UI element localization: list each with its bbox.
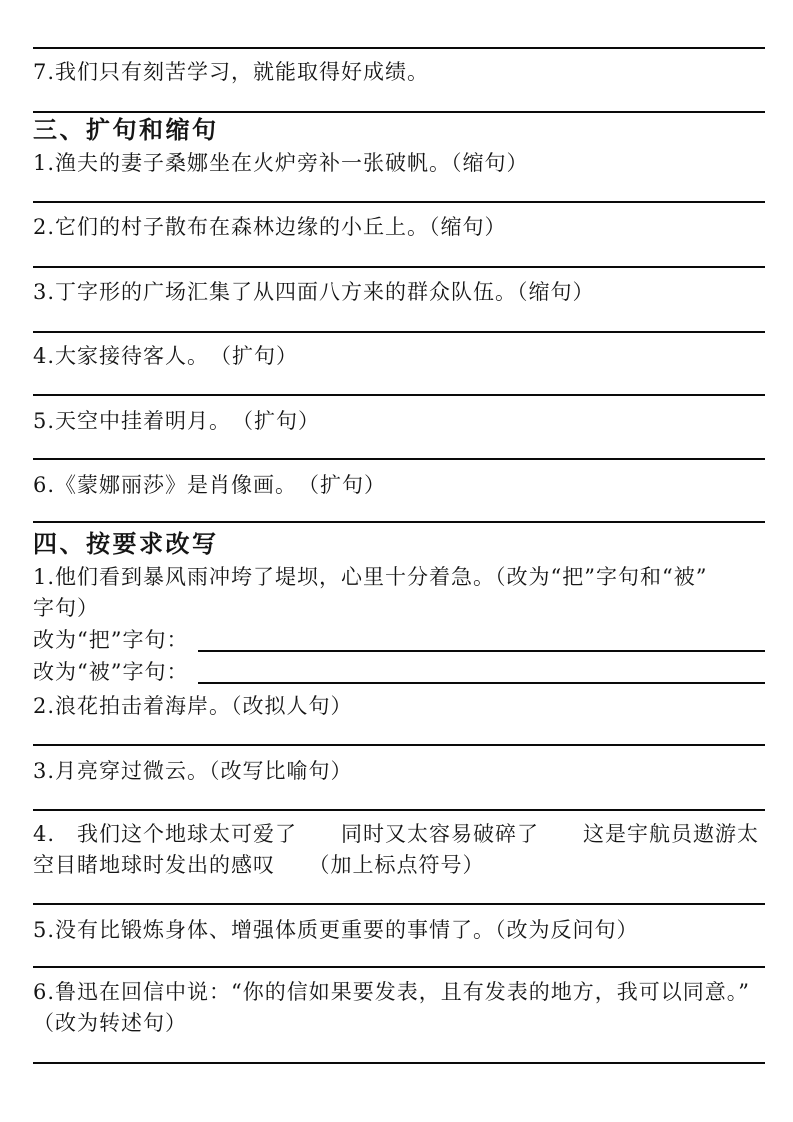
answer-rule	[33, 394, 765, 396]
exercise-item: 3.月亮穿过微云。（改写比喻句）	[33, 759, 353, 783]
ba-sentence-label: 改为“把”字句：	[33, 628, 189, 652]
ba-answer-blank	[198, 624, 765, 652]
answer-rule	[33, 809, 765, 811]
answer-rule	[33, 744, 765, 746]
exercise-item-line: 4. 我们这个地球太可爱了 同时又太容易破碎了 这是宇航员遨游太	[33, 822, 760, 846]
bei-answer-blank	[198, 656, 765, 684]
bei-sentence-row	[33, 658, 765, 684]
ba-sentence-row	[33, 626, 765, 652]
answer-rule	[33, 903, 765, 905]
exercise-item: 5.天空中挂着明月。 （扩句）	[33, 409, 321, 433]
exercise-item-line: 6.鲁迅在回信中说：“你的信如果要发表，且有发表的地方，我可以同意。”	[33, 980, 751, 1004]
answer-rule	[33, 201, 765, 203]
exercise-item-line: 1.他们看到暴风雨冲垮了堤坝，心里十分着急。（改为“把”字句和“被”	[33, 565, 708, 589]
exercise-item	[33, 819, 778, 881]
exercise-item: 2.浪花拍击着海岸。（改拟人句）	[33, 694, 353, 718]
answer-rule	[33, 966, 765, 968]
exercise-item: 1.渔夫的妻子桑娜坐在火炉旁补一张破帆。（缩句）	[33, 151, 529, 175]
exercise-item: 2.它们的村子散布在森林边缘的小丘上。（缩句）	[33, 215, 507, 239]
answer-rule	[33, 47, 765, 49]
section-three-heading: 三、扩句和缩句	[33, 115, 219, 144]
exercise-item: 5.没有比锻炼身体、增强体质更重要的事情了。（改为反问句）	[33, 918, 639, 942]
answer-rule	[33, 266, 765, 268]
section-four-heading: 四、按要求改写	[33, 529, 219, 558]
answer-rule	[33, 521, 765, 523]
exercise-item-line: （改为转述句）	[33, 1011, 187, 1035]
exercise-item-line: 空目睹地球时发出的感叹 （加上标点符号）	[33, 853, 485, 877]
exercise-item: 3.丁字形的广场汇集了从四面八方来的群众队伍。（缩句）	[33, 280, 595, 304]
exercise-item-prev-7: 7.我们只有刻苦学习，就能取得好成绩。	[33, 60, 430, 84]
exercise-item: 4.大家接待客人。 （扩句）	[33, 344, 299, 368]
bei-sentence-label: 改为“被”字句：	[33, 660, 189, 684]
exercise-item-line: 字句）	[33, 596, 99, 620]
answer-rule	[33, 331, 765, 333]
answer-rule	[33, 111, 765, 113]
answer-rule	[33, 458, 765, 460]
exercise-item	[33, 562, 778, 624]
answer-rule	[33, 1062, 765, 1064]
exercise-item	[33, 977, 778, 1039]
exercise-item: 6.《蒙娜丽莎》是肖像画。 （扩句）	[33, 473, 387, 497]
